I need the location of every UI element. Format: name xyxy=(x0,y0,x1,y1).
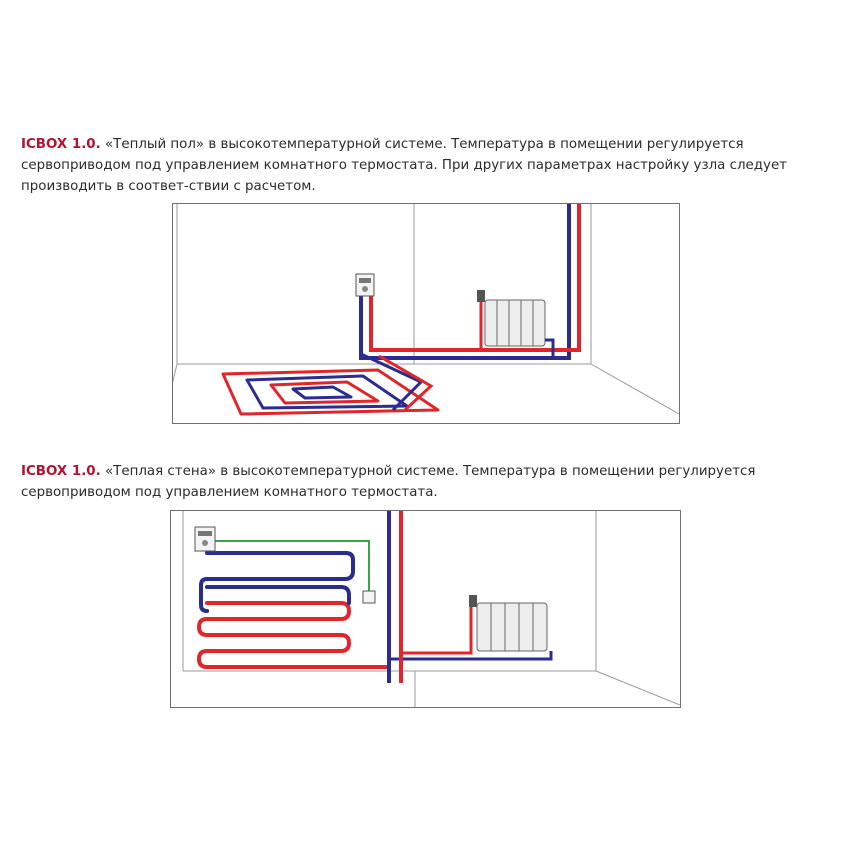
caption-warm-wall xyxy=(21,461,833,503)
caption-warm-floor xyxy=(21,134,833,197)
icbox-unit-icon xyxy=(195,527,215,551)
wall-heating-coil xyxy=(199,553,389,667)
caption-text: «Теплый пол» в высокотемпературной системе. Температура в помещении регулируется сервоприводом под управлением комнатного термостата. При других параметрах настройку узла следует производить в соответ-ствии с расчетом. xyxy=(21,137,787,194)
radiator-icon xyxy=(477,290,553,358)
icbox-unit-icon xyxy=(356,274,374,296)
radiator-icon xyxy=(469,595,547,651)
warm-floor-scheme xyxy=(173,204,679,423)
caption-lead: ICBOX 1.0. xyxy=(21,137,101,152)
warm-wall-diagram xyxy=(170,510,681,708)
supply-riser xyxy=(401,511,471,683)
warm-floor-diagram xyxy=(172,203,680,424)
warm-wall-scheme xyxy=(171,511,680,707)
supply-riser xyxy=(371,204,579,410)
caption-text: «Теплая стена» в высокотемпературной системе. Температура в помещении регулируется сервоприводом под управлением комнатного термостата. xyxy=(21,464,756,500)
thermostat-icon xyxy=(363,591,375,603)
caption-lead: ICBOX 1.0. xyxy=(21,464,101,479)
return-riser xyxy=(207,511,551,683)
